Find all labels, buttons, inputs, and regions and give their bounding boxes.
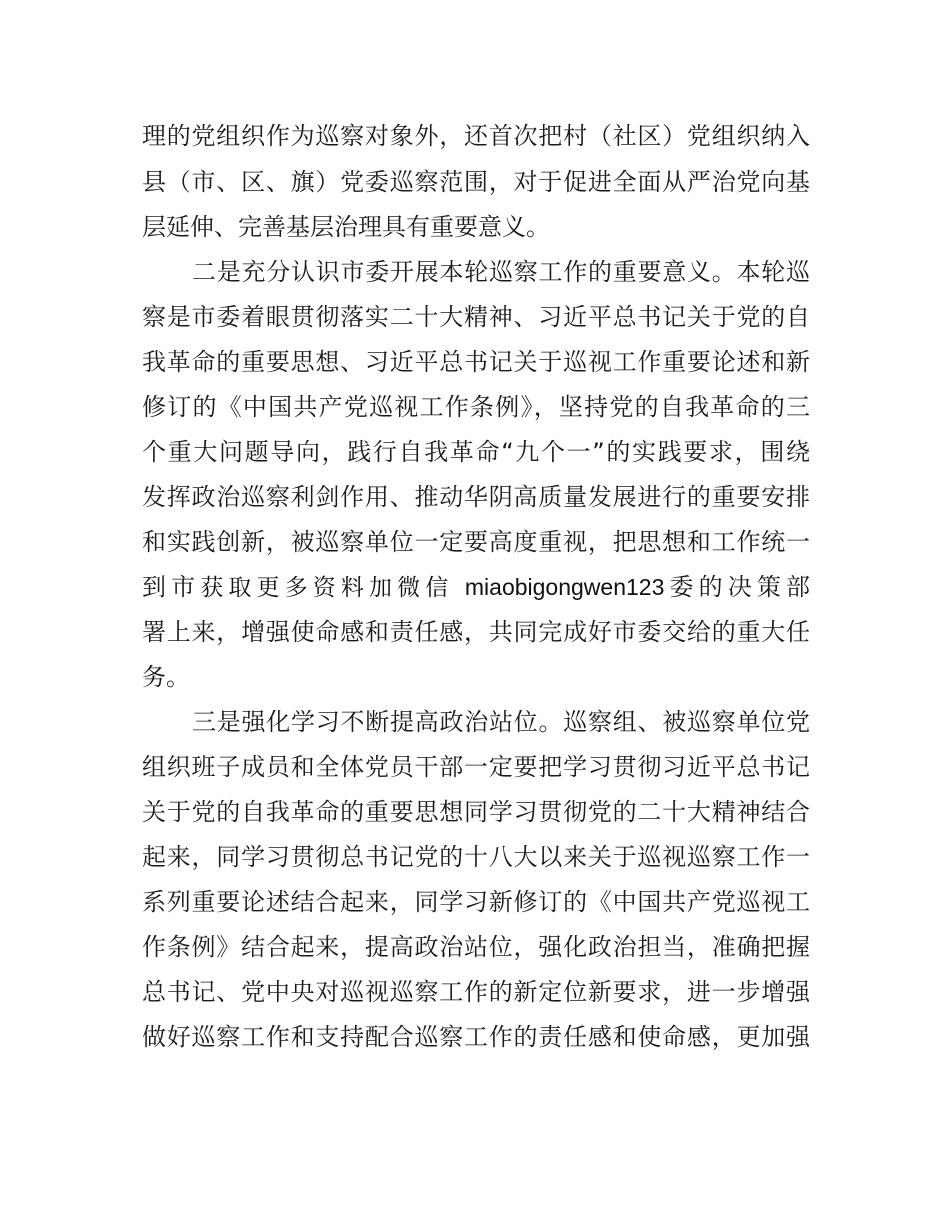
text-line: 做好巡察工作和支持配合巡察工作的责任感和使命感，更加强 xyxy=(142,1023,810,1051)
text-line-with-watermark xyxy=(142,567,810,607)
text-line: 县（市、区、旗）党委巡察范围，对于促进全面从严治党向基 xyxy=(142,168,810,196)
text-line: 和实践创新，被巡察单位一定要高度重视，把思想和工作统一 xyxy=(142,528,810,556)
text-line: 务。 xyxy=(142,663,190,691)
text-line: 关于党的自我革命的重要思想同学习贯彻党的二十大精神结合 xyxy=(142,798,810,826)
text-line: 作条例》结合起来，提高政治站位，强化政治担当，准确把握 xyxy=(142,933,810,961)
text-fragment: 到市 xyxy=(142,573,201,601)
text-fragment: 委的决策部 xyxy=(664,573,810,601)
text-line: 发挥政治巡察利剑作用、推动华阴高质量发展进行的重要安排 xyxy=(142,483,810,511)
text-line: 个重大问题导向，践行自我革命“九个一”的实践要求，围绕 xyxy=(142,438,810,466)
text-line: 组织班子成员和全体党员干部一定要把学习贯彻习近平总书记 xyxy=(142,753,810,781)
text-line: 总书记、党中央对巡视巡察工作的新定位新要求，进一步增强 xyxy=(142,978,810,1006)
text-line: 层延伸、完善基层治理具有重要意义。 xyxy=(142,213,550,241)
text-line: 修订的《中国共产党巡视工作条例》，坚持党的自我革命的三 xyxy=(142,393,810,421)
text-line: 三是强化学习不断提高政治站位。巡察组、被巡察单位党 xyxy=(192,708,810,736)
text-line: 署上来，增强使命感和责任感，共同完成好市委交给的重大任 xyxy=(142,618,810,646)
text-line: 起来，同学习贯彻总书记党的十八大以来关于巡视巡察工作一 xyxy=(142,843,810,871)
text-line: 二是充分认识市委开展本轮巡察工作的重要意义。本轮巡 xyxy=(192,258,810,286)
text-line: 我革命的重要思想、习近平总书记关于巡视工作重要论述和新 xyxy=(142,348,810,376)
text-line: 理的党组织作为巡察对象外，还首次把村（社区）党组织纳入 xyxy=(142,122,810,150)
watermark-text: 获取更多资料加微信 miaobigongwen123 xyxy=(200,574,665,600)
text-line: 系列重要论述结合起来，同学习新修订的《中国共产党巡视工 xyxy=(142,888,810,916)
text-line: 察是市委着眼贯彻落实二十大精神、习近平总书记关于党的自 xyxy=(142,303,810,331)
